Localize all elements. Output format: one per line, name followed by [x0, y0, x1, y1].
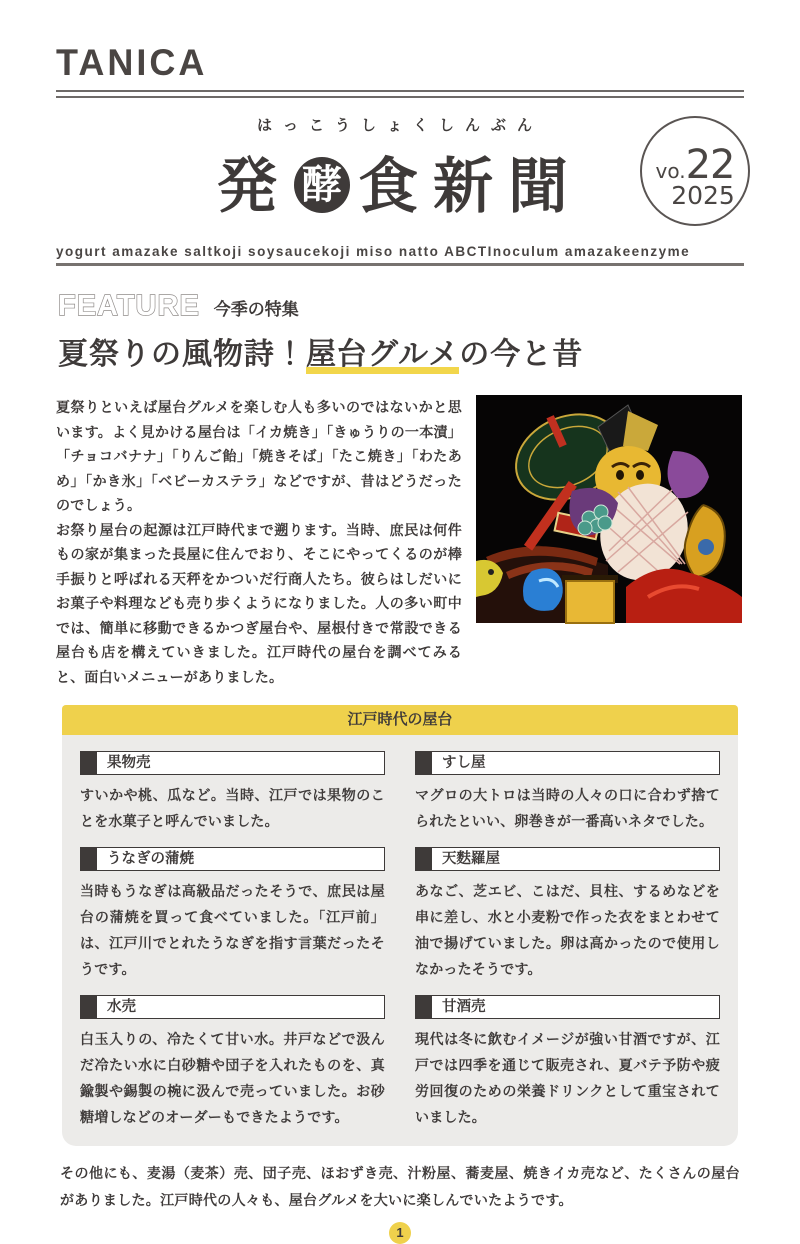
title-right: 食新聞: [358, 152, 583, 222]
page-number-badge: 1: [389, 1222, 411, 1244]
feature-section: [0, 290, 800, 373]
entry-heading: [415, 847, 720, 871]
edo-stalls-box: [62, 705, 738, 1146]
header: [0, 0, 800, 98]
heading-square-mark: [416, 848, 432, 870]
heading-square-mark: [81, 996, 97, 1018]
edo-box-title: 江戸時代の屋台: [62, 705, 738, 735]
entry-water-seller: [80, 995, 385, 1130]
entry-heading-label: 天麩羅屋: [442, 851, 500, 867]
entry-tempura-shop: [415, 847, 720, 982]
volume-label: vo.: [655, 159, 686, 183]
entry-body: すいかや桃、瓜など。当時、江戸では果物のことを水菓子と呼んでいました。: [80, 787, 385, 829]
title-left: 発: [217, 152, 292, 222]
volume-badge: [640, 116, 750, 226]
keyword-rule: [56, 263, 744, 266]
headline-post: の今と昔: [459, 338, 584, 371]
entry-body: 当時もうなぎは高級品だったそうで、庶民は屋台の蒲焼を買って食べていました。「江戸前」は、江戸川でとれたうなぎを指す言葉だったそうです。: [80, 883, 385, 977]
intro-paragraph-1: 夏祭りといえば屋台グルメを楽しむ人も多いのではないかと思います。よく見かける屋台は「イカ焼き」「きゅうりの一本漬」「チョコバナナ」「りんご飴」「焼きそば」「たこ焼き」「わたあめ」「かき氷」「ベビーカステラ」などですが、昔はどうだったのでしょう。: [56, 399, 462, 513]
heading-square-mark: [81, 752, 97, 774]
circled-kanji-ko: 酵: [294, 157, 350, 213]
feature-sublabel: 今季の特集: [213, 300, 299, 319]
entry-heading: [80, 995, 385, 1019]
entry-heading-label: すし屋: [442, 755, 486, 771]
entry-body: 白玉入りの、冷たくて甘い水。井戸などで汲んだ冷たい水に白砂糖や団子を入れたものを、真鍮製や錫製の椀に汲んで売っていました。お砂糖増しなどのオーダーもできたようです。: [80, 1031, 385, 1125]
feature-label: FEATURE: [58, 290, 200, 322]
entry-heading-label: 水売: [107, 999, 136, 1015]
feature-headline: [58, 329, 742, 373]
nebuta-festival-photo: [476, 395, 742, 623]
volume-number: 22: [685, 142, 735, 188]
heading-square-mark: [416, 752, 432, 774]
entry-fruit-seller: [80, 751, 385, 834]
masthead: [0, 114, 800, 236]
intro-paragraph-2: お祭り屋台の起源は江戸時代まで遡ります。当時、庶民は何件もの家が集まった長屋に住んでおり、そこにやってくるのが棒手振りと呼ばれる天秤をかついだ行商人たち。彼らはしだいにお菓子や料理なども売り歩くようになりました。人の多い町中では、簡単に移動できるかつぎ屋台や、屋根付きで常設できる屋台も店を構えていきました。江戸時代の屋台を調べてみると、面白いメニューがありました。: [56, 521, 462, 685]
heading-square-mark: [81, 848, 97, 870]
entry-heading-label: うなぎの蒲焼: [107, 851, 194, 867]
headline-pre: 夏祭りの風物詩！: [58, 338, 306, 371]
headline-highlight: 屋台グルメ: [306, 338, 459, 374]
entry-heading: [80, 751, 385, 775]
intro-section: [0, 395, 800, 689]
title-furigana: はっこうしょくしんぶん: [256, 117, 543, 134]
entry-body: マグロの大トロは当時の人々の口に合わず捨てられたといい、卵巻きが一番高いネタでした。: [415, 787, 720, 829]
entry-eel-kabayaki: [80, 847, 385, 982]
entry-amazake-seller: [415, 995, 720, 1130]
entry-body: あなご、芝エビ、こはだ、貝柱、するめなどを串に差し、水と小麦粉で作った衣をまとわせて油で揚げていました。卵は高かったので使用しなかったそうです。: [415, 883, 720, 977]
entry-heading: [80, 847, 385, 871]
entry-sushi-shop: [415, 751, 720, 834]
volume-year: 2025: [671, 181, 735, 210]
keyword-strip: yogurt amazake saltkoji soysaucekoji miso natto ABCTInoculum amazakeenzyme: [56, 244, 691, 259]
header-double-rule: [56, 90, 744, 98]
brand-logo: TANICA: [56, 41, 208, 84]
entry-heading: [415, 995, 720, 1019]
nebuta-festival-photo-art: [476, 395, 742, 623]
edo-entries-grid: [62, 735, 738, 1146]
heading-square-mark: [416, 996, 432, 1018]
entry-heading-label: 甘酒売: [442, 999, 486, 1015]
feature-label-row: [58, 290, 742, 323]
intro-text-column: [56, 395, 462, 689]
closing-paragraph: その他にも、麦湯（麦茶）売、団子売、ほおずき売、汁粉屋、蕎麦屋、焼きイカ売など、たくさんの屋台がありました。江戸時代の人々も、屋台グルメを大いに楽しんでいたようです。: [60, 1165, 740, 1208]
entry-heading-label: 果物売: [107, 755, 151, 771]
entry-heading: [415, 751, 720, 775]
entry-body: 現代は冬に飲むイメージが強い甘酒ですが、江戸では四季を通じて販売され、夏バテ予防や疲労回復のための栄養ドリンクとして重宝されていました。: [415, 1031, 720, 1125]
